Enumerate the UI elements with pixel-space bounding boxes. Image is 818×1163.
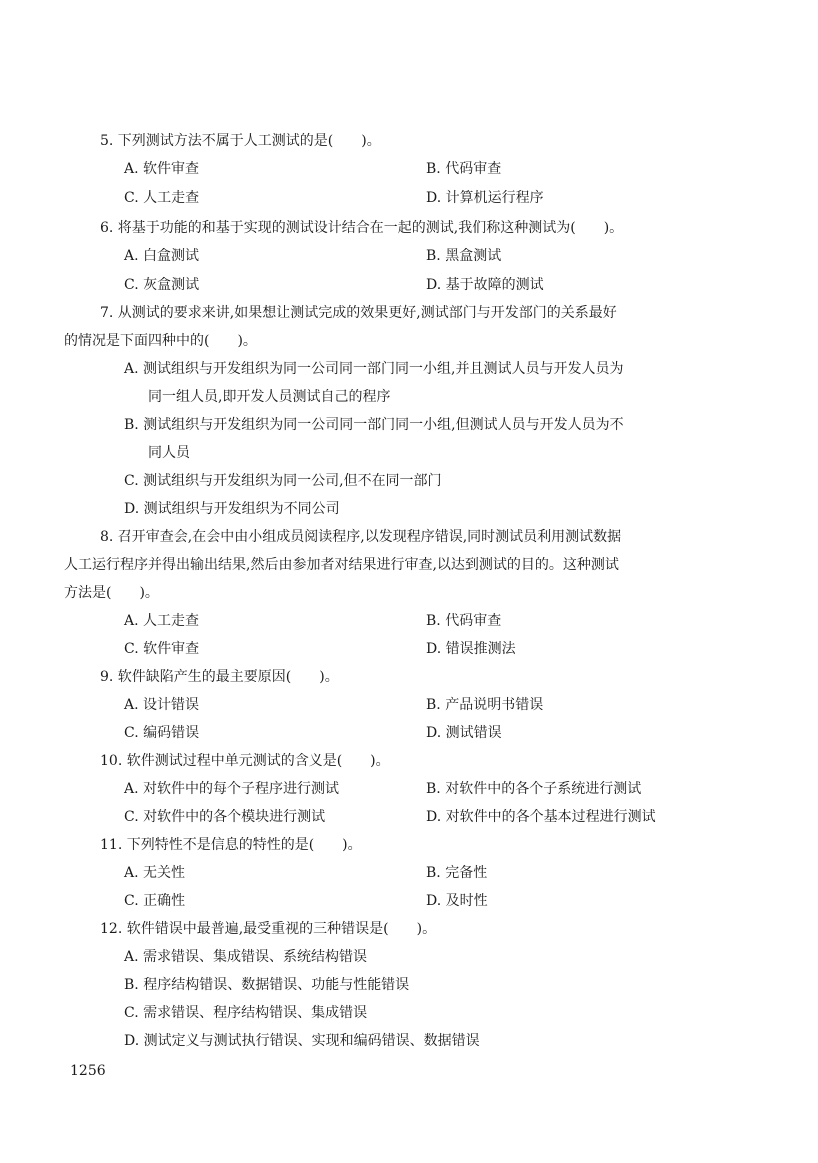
question-6-option-d: D. 基于故障的测试 [426, 277, 544, 293]
question-11-option-a: A. 无关性 [124, 865, 186, 881]
question-12-option-c: C. 需求错误、程序结构错误、集成错误 [124, 1005, 368, 1021]
question-8-stem-line-1: 8. 召开审查会,在会中由小组成员阅读程序,以发现程序错误,同时测试员利用测试数据 [100, 529, 622, 545]
question-8-option-d: D. 错误推测法 [426, 641, 516, 657]
question-10-stem: 10. 软件测试过程中单元测试的含义是( )。 [100, 753, 390, 769]
question-10-option-d: D. 对软件中的各个基本过程进行测试 [426, 809, 656, 825]
question-9-option-a: A. 设计错误 [124, 697, 200, 713]
question-11-option-d: D. 及时性 [426, 893, 488, 909]
question-8-stem-line-3: 方法是( )。 [64, 585, 159, 601]
question-6-option-a: A. 白盒测试 [124, 248, 200, 264]
question-12-stem: 12. 软件错误中最普遍,最受重视的三种错误是( )。 [100, 921, 437, 937]
question-11-option-b: B. 完备性 [426, 865, 488, 881]
question-5-option-c: C. 人工走查 [124, 190, 200, 206]
question-8-option-b: B. 代码审查 [426, 613, 502, 629]
question-12-option-d: D. 测试定义与测试执行错误、实现和编码错误、数据错误 [124, 1033, 480, 1049]
question-12-option-b: B. 程序结构错误、数据错误、功能与性能错误 [124, 977, 410, 993]
question-5-option-b: B. 代码审查 [426, 161, 502, 177]
question-7-option-b-line-2: 同人员 [148, 445, 190, 461]
question-7-option-c: C. 测试组织与开发组织为同一公司,但不在同一部门 [124, 473, 442, 489]
question-8-stem-line-2: 人工运行程序并得出输出结果,然后由参加者对结果进行审查,以达到测试的目的。这种测试 [64, 557, 619, 573]
question-7-stem-line-2: 的情况是下面四种中的( )。 [64, 333, 257, 349]
question-11-stem: 11. 下列特性不是信息的特性的是( )。 [100, 837, 362, 853]
question-5-option-d: D. 计算机运行程序 [426, 190, 544, 206]
question-10-option-c: C. 对软件中的各个模块进行测试 [124, 809, 326, 825]
question-7-stem-line-1: 7. 从测试的要求来讲,如果想让测试完成的效果更好,测试部门与开发部门的关系最好 [100, 305, 617, 321]
question-8-option-c: C. 软件审查 [124, 641, 200, 657]
question-9-option-b: B. 产品说明书错误 [426, 697, 544, 713]
question-7-option-d: D. 测试组织与开发组织为不同公司 [124, 501, 340, 517]
question-6-stem: 6. 将基于功能的和基于实现的测试设计结合在一起的测试,我们称这种测试为( )。 [100, 220, 624, 236]
question-5-stem: 5. 下列测试方法不属于人工测试的是( )。 [100, 133, 381, 149]
question-9-stem: 9. 软件缺陷产生的最主要原因( )。 [100, 669, 339, 685]
question-6-option-c: C. 灰盒测试 [124, 277, 200, 293]
question-10-option-a: A. 对软件中的每个子程序进行测试 [124, 781, 340, 797]
question-12-option-a: A. 需求错误、集成错误、系统结构错误 [124, 949, 368, 965]
question-10-option-b: B. 对软件中的各个子系统进行测试 [426, 781, 642, 797]
question-7-option-b-line-1: B. 测试组织与开发组织为同一公司同一部门同一小组,但测试人员与开发人员为不 [124, 417, 624, 433]
question-6-option-b: B. 黑盒测试 [426, 248, 502, 264]
question-7-option-a-line-1: A. 测试组织与开发组织为同一公司同一部门同一小组,并且测试人员与开发人员为 [124, 361, 624, 377]
page-number: 1256 [70, 1063, 106, 1079]
question-9-option-c: C. 编码错误 [124, 725, 200, 741]
question-5-option-a: A. 软件审查 [124, 161, 200, 177]
question-7-option-a-line-2: 同一组人员,即开发人员测试自己的程序 [148, 389, 391, 405]
question-9-option-d: D. 测试错误 [426, 725, 502, 741]
question-8-option-a: A. 人工走查 [124, 613, 200, 629]
question-11-option-c: C. 正确性 [124, 893, 186, 909]
